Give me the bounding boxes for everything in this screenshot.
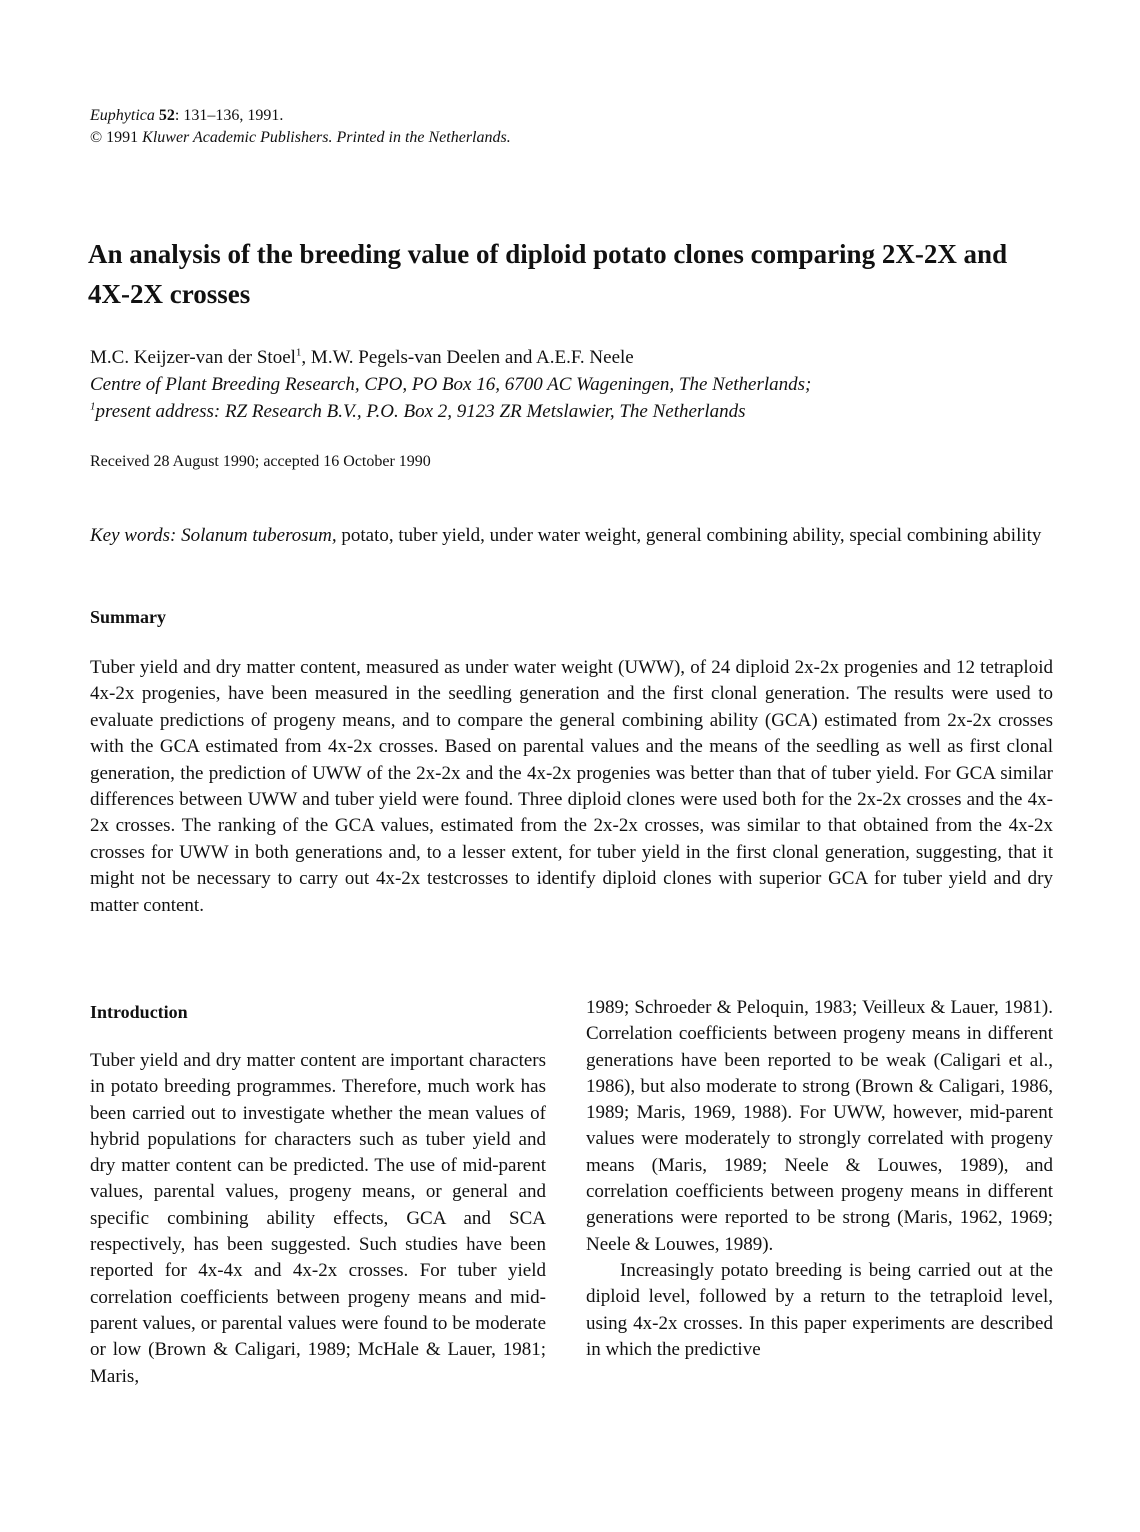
- summary-text: Tuber yield and dry matter content, measured as under water weight (UWW), of 24 diploid 2x-2x progenies and 12 tetraploid 4x-2x progenies, have been measured in the seedling generation and the first clonal generation. The results were used to evaluate predictions of progeny means, and to compare the general combining ability (GCA) estimated from 2x-2x crosses with the GCA estimated from 4x-2x crosses. Based on parental values and the means of the seedling as well as first clonal generation, the prediction of UWW of the 2x-2x and the 4x-2x progenies was better than that of tuber yield. For GCA similar differences between UWW and tuber yield were found. Three diploid clones were used both for the 2x-2x crosses and the 4x-2x crosses. The ranking of the GCA values, estimated from the 2x-2x crosses, was similar to that obtained from the 4x-2x crosses for UWW in both generations and, to a lesser extent, for tuber yield in the first clonal generation, suggesting, that it might not be necessary to carry out 4x-2x testcrosses to identify diploid clones with superior GCA for tuber yield and dry matter content.: [90, 657, 1053, 916]
- introduction-left-column: Tuber yield and dry matter content are important characters in potato breeding programmes. Therefore, much work has been carried out to investigate whether the mean values of hybrid populations for characters such as tuber yield and dry matter content can be predicted. The use of mid-parent values, parental values, progeny means, or general and specific combining ability effects, GCA and SCA respectively, has been suggested. Such studies have been reported for 4x-4x and 4x-2x crosses. For tuber yield correlation coefficients between progeny means and mid-parent values, or parental values were found to be moderate or low (Brown & Caligari, 1989; McHale & Lauer, 1981; Maris,: [90, 1050, 546, 1387]
- author-footnote-mark: 1: [295, 346, 302, 359]
- introduction-paragraph: 1989; Schroeder & Peloquin, 1983; Veilleux & Lauer, 1981). Correlation coefficients between progeny means in different generations have been reported to be weak (Caligari et al., 1986), but also moderate to strong (Brown & Caligari, 1986, 1989; Maris, 1969, 1988). For UWW, however, mid-parent values were moderately to strongly correlated with progeny means (Maris, 1989; Neele & Louwes, 1989), and correlation coefficients between progeny means in different generations were reported to be strong (Maris, 1962, 1969; Neele & Louwes, 1989).: [586, 997, 1053, 1255]
- affiliation: [90, 371, 811, 425]
- affiliation-line-1: Centre of Plant Breeding Research, CPO, PO Box 16, 6700 AC Wageningen, The Netherlands;: [90, 374, 812, 395]
- copyright-line: [90, 127, 511, 149]
- received-dates: Received 28 August 1990; accepted 16 October 1990: [90, 453, 431, 470]
- citation-line: [90, 105, 511, 127]
- author-list: [90, 344, 634, 371]
- introduction-right-column: [586, 995, 1053, 1363]
- journal-volume: 52: [158, 107, 175, 124]
- keywords-terms: potato, tuber yield, under water weight, general combining ability, special combining ability: [341, 525, 1042, 546]
- keywords-label: Key words:: [90, 525, 177, 546]
- present-address: present address: RZ Research B.V., P.O. Box 2, 9123 ZR Metslawier, The Netherlands: [95, 401, 746, 422]
- introduction-paragraph-2: Increasingly potato breeding is being carried out at the diploid level, followed by a return to the tetraploid level, using 4x-2x crosses. In this paper experiments are described in which the predictive: [586, 1259, 1053, 1360]
- journal-name: Euphytica: [90, 107, 155, 124]
- introduction-heading: Introduction: [90, 1002, 188, 1022]
- publisher-line: Kluwer Academic Publishers. Printed in the Netherlands.: [142, 129, 511, 146]
- journal-pages: : 131–136, 1991.: [174, 107, 284, 124]
- keywords: [90, 522, 1055, 549]
- first-author: M.C. Keijzer-van der Stoel: [90, 347, 296, 368]
- paper-title: An analysis of the breeding value of diploid potato clones comparing 2X-2X and 4X-2X crosses: [88, 239, 1008, 309]
- keywords-species: Solanum tuberosum,: [181, 525, 337, 546]
- other-authors: , M.W. Pegels-van Deelen and A.E.F. Neele: [301, 347, 634, 368]
- copyright-year: 1991: [102, 129, 143, 146]
- copyright-symbol: ©: [90, 129, 103, 146]
- affiliation-footnote-mark: 1: [90, 400, 96, 413]
- summary-heading: Summary: [90, 607, 166, 627]
- journal-citation: [90, 105, 511, 149]
- affiliation-line-2: [90, 398, 811, 425]
